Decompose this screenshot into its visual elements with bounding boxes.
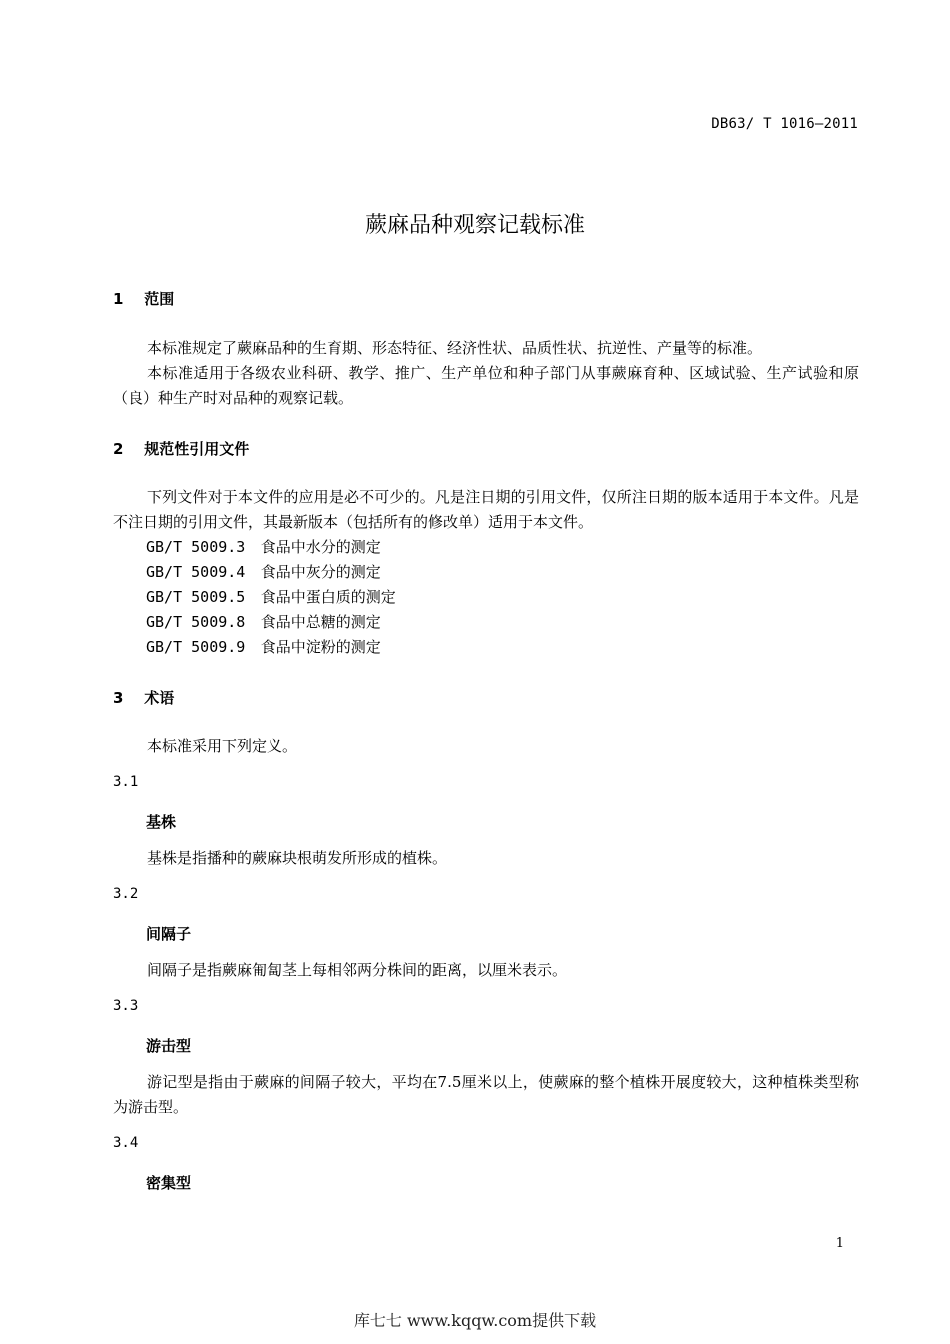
term-number: 3.3 — [113, 998, 139, 1014]
section-1-heading — [113, 288, 174, 309]
reference-item — [146, 560, 846, 585]
reference-code: GB/T 5009.3 — [146, 538, 246, 556]
section-2-number: 2 — [113, 440, 124, 458]
section-2-title: 规范性引用文件 — [144, 440, 250, 458]
term-definition: 基株是指播种的蕨麻块根萌发所形成的植株。 — [147, 849, 448, 867]
reference-item — [146, 585, 846, 610]
section-1-title: 范围 — [144, 290, 175, 308]
reference-item — [146, 535, 846, 560]
term-definition: 间隔子是指蕨麻匍匐茎上每相邻两分株间的距离，以厘米表示。 — [147, 961, 568, 979]
term-definition: 游记型是指由于蕨麻的间隔子较大，平均在7.5厘米以上，使蕨麻的整个植株开展度较大，这种植株类型称为游击型。 — [113, 1073, 859, 1116]
reference-code: GB/T 5009.5 — [146, 588, 246, 606]
section-1-paragraph-2: 本标准适用于各级农业科研、教学、推广、生产单位和种子部门从事蕨麻育种、区域试验、生产试验和原（良）种生产时对品种的观察记载。 — [113, 364, 859, 407]
reference-list — [146, 535, 846, 660]
section-3-number: 3 — [113, 689, 124, 707]
term-number: 3.4 — [113, 1135, 139, 1151]
section-3-title: 术语 — [144, 689, 175, 707]
section-3-heading — [113, 687, 174, 708]
reference-code: GB/T 5009.8 — [146, 613, 246, 631]
section-2-intro: 下列文件对于本文件的应用是必不可少的。凡是注日期的引用文件，仅所注日期的版本适用于本文件。凡是不注日期的引用文件，其最新版本（包括所有的修改单）适用于本文件。 — [113, 488, 859, 531]
download-watermark: 库七七 www.kqqw.com提供下载 — [353, 1311, 597, 1330]
term-title: 游击型 — [146, 1037, 192, 1055]
term-number: 3.2 — [113, 886, 139, 902]
document-title: 蕨麻品种观察记载标准 — [364, 213, 585, 238]
reference-item — [146, 610, 846, 635]
reference-code: GB/T 5009.9 — [146, 638, 246, 656]
section-3-intro: 本标准采用下列定义。 — [147, 737, 298, 755]
reference-name: 食品中淀粉的测定 — [260, 638, 381, 656]
reference-item — [146, 635, 846, 660]
section-1-number: 1 — [113, 290, 124, 308]
reference-name: 食品中蛋白质的测定 — [260, 588, 396, 606]
term-title: 间隔子 — [146, 925, 192, 943]
term-title: 基株 — [146, 813, 177, 831]
document-code: DB63/ T 1016—2011 — [711, 116, 858, 132]
term-number: 3.1 — [113, 774, 139, 790]
section-1-paragraph-1: 本标准规定了蕨麻品种的生育期、形态特征、经济性状、品质性状、抗逆性、产量等的标准。 — [147, 339, 763, 357]
term-title: 密集型 — [146, 1174, 192, 1192]
reference-name: 食品中总糖的测定 — [260, 613, 381, 631]
page-number: 1 — [835, 1236, 844, 1251]
reference-name: 食品中灰分的测定 — [260, 563, 381, 581]
reference-name: 食品中水分的测定 — [260, 538, 381, 556]
section-2-heading — [113, 438, 249, 459]
reference-code: GB/T 5009.4 — [146, 563, 246, 581]
